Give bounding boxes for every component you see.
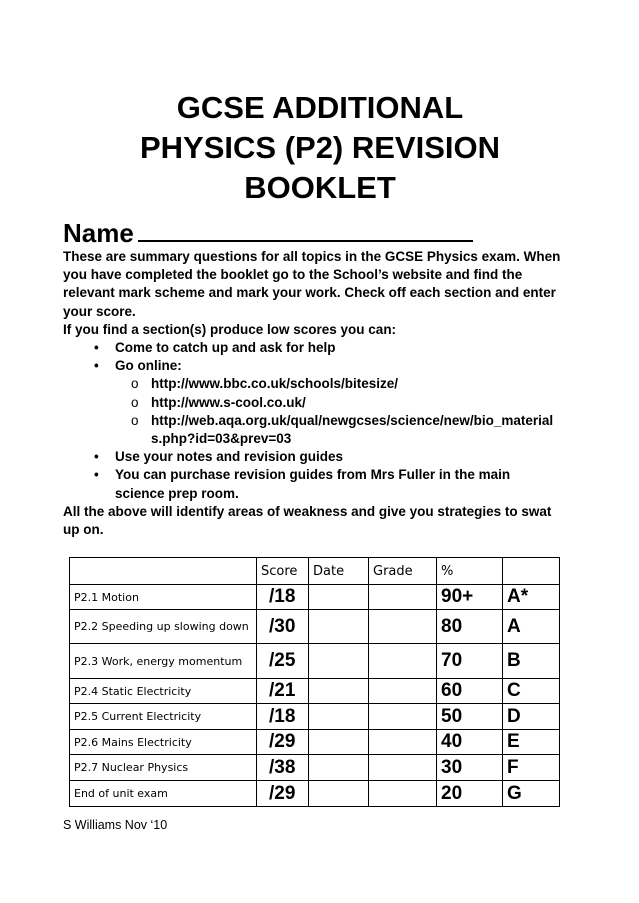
date-cell[interactable] — [309, 679, 369, 704]
link-bbc-bitesize[interactable]: http://www.bbc.co.uk/schools/bitesize/ — [151, 376, 399, 392]
bullet-icon: • — [94, 467, 99, 483]
score-cell[interactable]: /25 — [257, 644, 309, 679]
grade-cell[interactable] — [369, 610, 437, 644]
date-cell[interactable] — [309, 781, 369, 807]
list-item: • Go online: o http://www.bbc.co.uk/schools/bitesize/ o http://www.s-cool.co.uk/ o http://web.aqa.org.uk/qual/newgcses/science/new/bio_materials.php?id=03&prev=03 — [63, 357, 563, 448]
table-row — [70, 610, 560, 644]
intro-paragraph: These are summary questions for all topics in the GCSE Physics exam. When you have completed the booklet go to the School’s website and find the relevant mark scheme and mark your work. Check off each section and enter your score. — [63, 249, 561, 319]
list-item: • Come to catch up and ask for help — [63, 339, 563, 357]
table-row — [70, 755, 560, 781]
grade-cell[interactable] — [369, 755, 437, 781]
grade-cell[interactable] — [369, 679, 437, 704]
grade-cell[interactable] — [369, 704, 437, 730]
links-list — [115, 375, 563, 448]
header-percent: % — [437, 558, 503, 585]
table-row — [70, 644, 560, 679]
name-field-row — [63, 216, 473, 250]
table-row — [70, 585, 560, 610]
letter-grade-cell: D — [503, 704, 560, 730]
options-list — [63, 339, 563, 503]
topic-cell: P2.7 Nuclear Physics — [70, 755, 257, 781]
score-cell[interactable]: /29 — [257, 730, 309, 755]
score-cell[interactable]: /29 — [257, 781, 309, 807]
score-cell[interactable]: /18 — [257, 585, 309, 610]
letter-grade-cell: G — [503, 781, 560, 807]
header-topic — [70, 558, 257, 585]
grade-cell[interactable] — [369, 730, 437, 755]
bullet-icon: • — [94, 358, 99, 374]
letter-grade-cell: A* — [503, 585, 560, 610]
table-header-row — [70, 558, 560, 585]
link-item[interactable] — [63, 394, 563, 412]
score-cell[interactable]: /18 — [257, 704, 309, 730]
score-table — [69, 557, 560, 807]
letter-grade-cell: A — [503, 610, 560, 644]
topic-cell: End of unit exam — [70, 781, 257, 807]
link-s-cool[interactable]: http://www.s-cool.co.uk/ — [151, 394, 306, 410]
percent-cell: 30 — [437, 755, 503, 781]
letter-grade-cell: B — [503, 644, 560, 679]
table-row — [70, 679, 560, 704]
topic-cell: P2.3 Work, energy momentum — [70, 644, 257, 679]
header-grade: Grade — [369, 558, 437, 585]
percent-cell: 50 — [437, 704, 503, 730]
table-row — [70, 781, 560, 807]
bullet-icon: • — [94, 449, 99, 465]
date-cell[interactable] — [309, 704, 369, 730]
topic-cell: P2.2 Speeding up slowing down — [70, 610, 257, 644]
circle-bullet-icon: o — [131, 376, 139, 392]
percent-cell: 40 — [437, 730, 503, 755]
closing-paragraph: All the above will identify areas of weakness and give you strategies to swat up on. — [63, 503, 552, 538]
percent-cell: 80 — [437, 610, 503, 644]
date-cell[interactable] — [309, 730, 369, 755]
date-cell[interactable] — [309, 585, 369, 610]
link-item[interactable] — [63, 375, 563, 393]
percent-cell: 20 — [437, 781, 503, 807]
topic-cell: P2.4 Static Electricity — [70, 679, 257, 704]
link-aqa[interactable]: http://web.aqa.org.uk/qual/newgcses/science/new/bio_materials.php?id=03&prev=03 — [151, 412, 554, 447]
percent-cell: 90+ — [437, 585, 503, 610]
letter-grade-cell: F — [503, 755, 560, 781]
title-line-2: PHYSICS (P2) REVISION — [139, 130, 501, 165]
grade-cell[interactable] — [369, 585, 437, 610]
header-score: Score — [257, 558, 309, 585]
percent-cell: 70 — [437, 644, 503, 679]
letter-grade-cell: E — [503, 730, 560, 755]
table-row — [70, 704, 560, 730]
score-cell[interactable]: /30 — [257, 610, 309, 644]
title-line-3: BOOKLET — [244, 170, 396, 205]
list-item: • Use your notes and revision guides — [63, 448, 563, 466]
score-cell[interactable]: /21 — [257, 679, 309, 704]
topic-cell: P2.1 Motion — [70, 585, 257, 610]
name-label: Name — [63, 218, 134, 248]
letter-grade-cell: C — [503, 679, 560, 704]
percent-cell: 60 — [437, 679, 503, 704]
instructions — [63, 248, 563, 539]
score-cell[interactable]: /38 — [257, 755, 309, 781]
header-letter — [503, 558, 560, 585]
link-item[interactable] — [63, 412, 563, 448]
table-row — [70, 730, 560, 755]
grade-cell[interactable] — [369, 781, 437, 807]
header-date: Date — [309, 558, 369, 585]
page-title — [70, 88, 570, 208]
bullet-icon: • — [94, 340, 99, 356]
circle-bullet-icon: o — [131, 412, 139, 428]
topic-cell: P2.6 Mains Electricity — [70, 730, 257, 755]
circle-bullet-icon: o — [131, 394, 139, 410]
grade-cell[interactable] — [369, 644, 437, 679]
name-blank-line[interactable] — [138, 216, 473, 242]
title-line-1: GCSE ADDITIONAL — [176, 90, 464, 125]
topic-cell: P2.5 Current Electricity — [70, 704, 257, 730]
date-cell[interactable] — [309, 610, 369, 644]
footer-author: S Williams Nov ‘10 — [63, 818, 168, 832]
intro-lead-in: If you find a section(s) produce low scores you can: — [63, 321, 397, 337]
date-cell[interactable] — [309, 755, 369, 781]
list-item: • You can purchase revision guides from Mrs Fuller in the main science prep room. — [94, 467, 511, 501]
date-cell[interactable] — [309, 644, 369, 679]
